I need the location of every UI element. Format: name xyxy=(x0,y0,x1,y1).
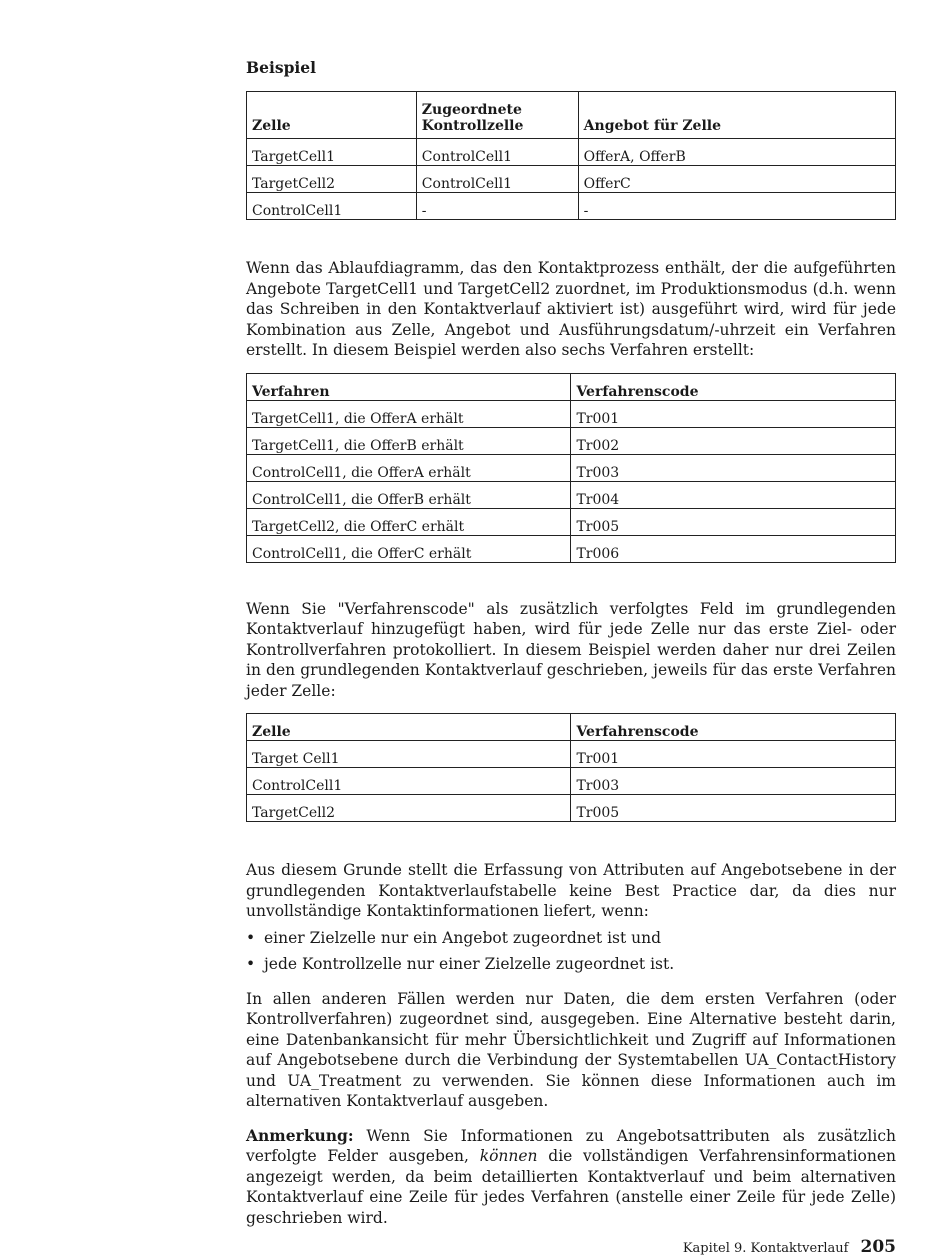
table-header-cell: Angebot für Zelle xyxy=(578,92,895,139)
table-cell: OfferC xyxy=(578,166,895,193)
table-cell: Tr003 xyxy=(571,454,896,481)
table-cell: ControlCell1 xyxy=(247,768,571,795)
table-header-row xyxy=(247,714,896,741)
table-cell: Tr001 xyxy=(571,400,896,427)
note-text: die vollständigen Verfahrensinformationen angezeigt werden, da beim detaillierten Kontaktverlauf und beim alternativen Kontaktverlauf eine Zeile für jedes Verfahren (anstelle einer Zeile für jede Zelle) geschrieben wird. xyxy=(246,1147,896,1227)
table-cell: TargetCell1, die OfferB erhält xyxy=(247,427,571,454)
procedure-table xyxy=(246,373,896,563)
table-cell: TargetCell2 xyxy=(247,795,571,822)
paragraph-procedure-creation: Wenn das Ablaufdiagramm, das den Kontaktprozess enthält, der die aufgeführten Angebote TargetCell1 und TargetCell2 zuordnet, im Produktionsmodus (d.h. wenn das Schreiben in den Kontaktverlauf aktiviert ist) ausgeführt wird, wird für jede Kombination aus Zelle, Angebot und Ausführungsdatum/-uhrzeit ein Verfahren erstellt. In diesem Beispiel werden also sechs Verfahren erstellt: xyxy=(246,259,896,359)
table-cell: Tr006 xyxy=(571,535,896,562)
table-cell: OfferA, OfferB xyxy=(578,139,895,166)
table-cell: TargetCell1 xyxy=(247,139,417,166)
header-line: Zugeordnete xyxy=(421,102,522,118)
table-row xyxy=(247,741,896,768)
table-header-cell: Zelle xyxy=(247,92,417,139)
bullet-icon: • xyxy=(246,928,256,947)
table-row xyxy=(247,481,896,508)
table-cell: ControlCell1 xyxy=(247,193,417,220)
table-row xyxy=(247,454,896,481)
cell-code-table xyxy=(246,713,896,822)
table-header-cell: Verfahren xyxy=(247,373,571,400)
table-row xyxy=(247,795,896,822)
table-cell: ControlCell1 xyxy=(416,139,578,166)
table-cell: Tr004 xyxy=(571,481,896,508)
page-number: 205 xyxy=(860,1237,896,1257)
table-cell: Tr005 xyxy=(571,795,896,822)
table-cell: ControlCell1, die OfferB erhält xyxy=(247,481,571,508)
paragraph-alternative: In allen anderen Fällen werden nur Daten, die dem ersten Verfahren (oder Kontrollverfahren) zugeordnet sind, ausgegeben. Eine Alternative besteht darin, eine Datenbankansicht für mehr Übersichtlichkeit und Zugriff auf Informationen auf Angebotsebene durch die Verbindung der Systemtabellen UA_ContactHistory und UA_Treatment zu verwenden. Sie können diese Informationen auch im alternativen Kontaktverlauf ausgeben. xyxy=(246,989,896,1110)
table-row xyxy=(247,427,896,454)
table-cell: Tr001 xyxy=(571,741,896,768)
table-cell: ControlCell1 xyxy=(416,166,578,193)
condition-list xyxy=(246,928,896,975)
table-row xyxy=(247,508,896,535)
table-cell: TargetCell1, die OfferA erhält xyxy=(247,400,571,427)
note-text: Wenn Sie Informationen zu Angebotsattributen als zusätzlich verfolgte Felder ausgeben, xyxy=(246,1126,896,1165)
table-header-cell: Verfahrenscode xyxy=(571,373,896,400)
cell-assignment-table xyxy=(246,91,896,220)
page-footer xyxy=(683,1237,896,1257)
table-cell: ControlCell1, die OfferA erhält xyxy=(247,454,571,481)
table-cell: - xyxy=(416,193,578,220)
table-header-cell xyxy=(416,92,578,139)
section-heading: Beispiel xyxy=(246,58,317,77)
header-line: Kontrollzelle xyxy=(421,118,524,134)
footer-chapter: Kapitel 9. Kontaktverlauf xyxy=(682,1241,849,1256)
note-label: Anmerkung: xyxy=(246,1125,354,1145)
table-row xyxy=(247,166,896,193)
paragraph-procedure-code: Wenn Sie "Verfahrenscode" als zusätzlich verfolgtes Feld im grundlegenden Kontaktverlauf hinzugefügt haben, wird für jede Zelle nur das erste Ziel- oder Kontrollverfahren protokolliert. In diesem Beispiel werden daher nur drei Zeilen in den grundlegenden Kontaktverlauf geschrieben, jeweils für das erste Verfahren jeder Zelle: xyxy=(246,599,896,700)
table-cell: Tr005 xyxy=(571,508,896,535)
note-paragraph xyxy=(246,1126,896,1229)
table-cell: ControlCell1, die OfferC erhält xyxy=(247,535,571,562)
table-row xyxy=(247,139,896,166)
table-cell: Tr002 xyxy=(571,427,896,454)
list-item xyxy=(246,954,896,975)
table-cell: Tr003 xyxy=(571,768,896,795)
table-cell: TargetCell2, die OfferC erhält xyxy=(247,508,571,535)
table-row xyxy=(247,535,896,562)
table-cell: - xyxy=(578,193,895,220)
table-header-cell: Verfahrenscode xyxy=(571,714,896,741)
table-row xyxy=(247,400,896,427)
table-row xyxy=(247,193,896,220)
list-item-text: jede Kontrollzelle nur einer Zielzelle zugeordnet ist. xyxy=(264,955,675,973)
table-row xyxy=(247,768,896,795)
table-header-row xyxy=(247,373,896,400)
document-page xyxy=(246,58,896,1228)
table-cell: TargetCell2 xyxy=(247,166,417,193)
table-header-row xyxy=(247,92,896,139)
bullet-icon: • xyxy=(246,955,256,973)
list-item xyxy=(246,928,896,949)
table-header-cell: Zelle xyxy=(247,714,571,741)
note-emphasis: können xyxy=(479,1147,538,1165)
table-cell: Target Cell1 xyxy=(247,741,571,768)
list-item-text: einer Zielzelle nur ein Angebot zugeordnet ist und xyxy=(264,928,662,947)
paragraph-best-practice: Aus diesem Grunde stellt die Erfassung von Attributen auf Angebotsebene in der grundlegenden Kontaktverlaufstabelle keine Best Practice dar, da dies nur unvollständige Kontaktinformationen liefert, wenn: xyxy=(246,861,896,920)
